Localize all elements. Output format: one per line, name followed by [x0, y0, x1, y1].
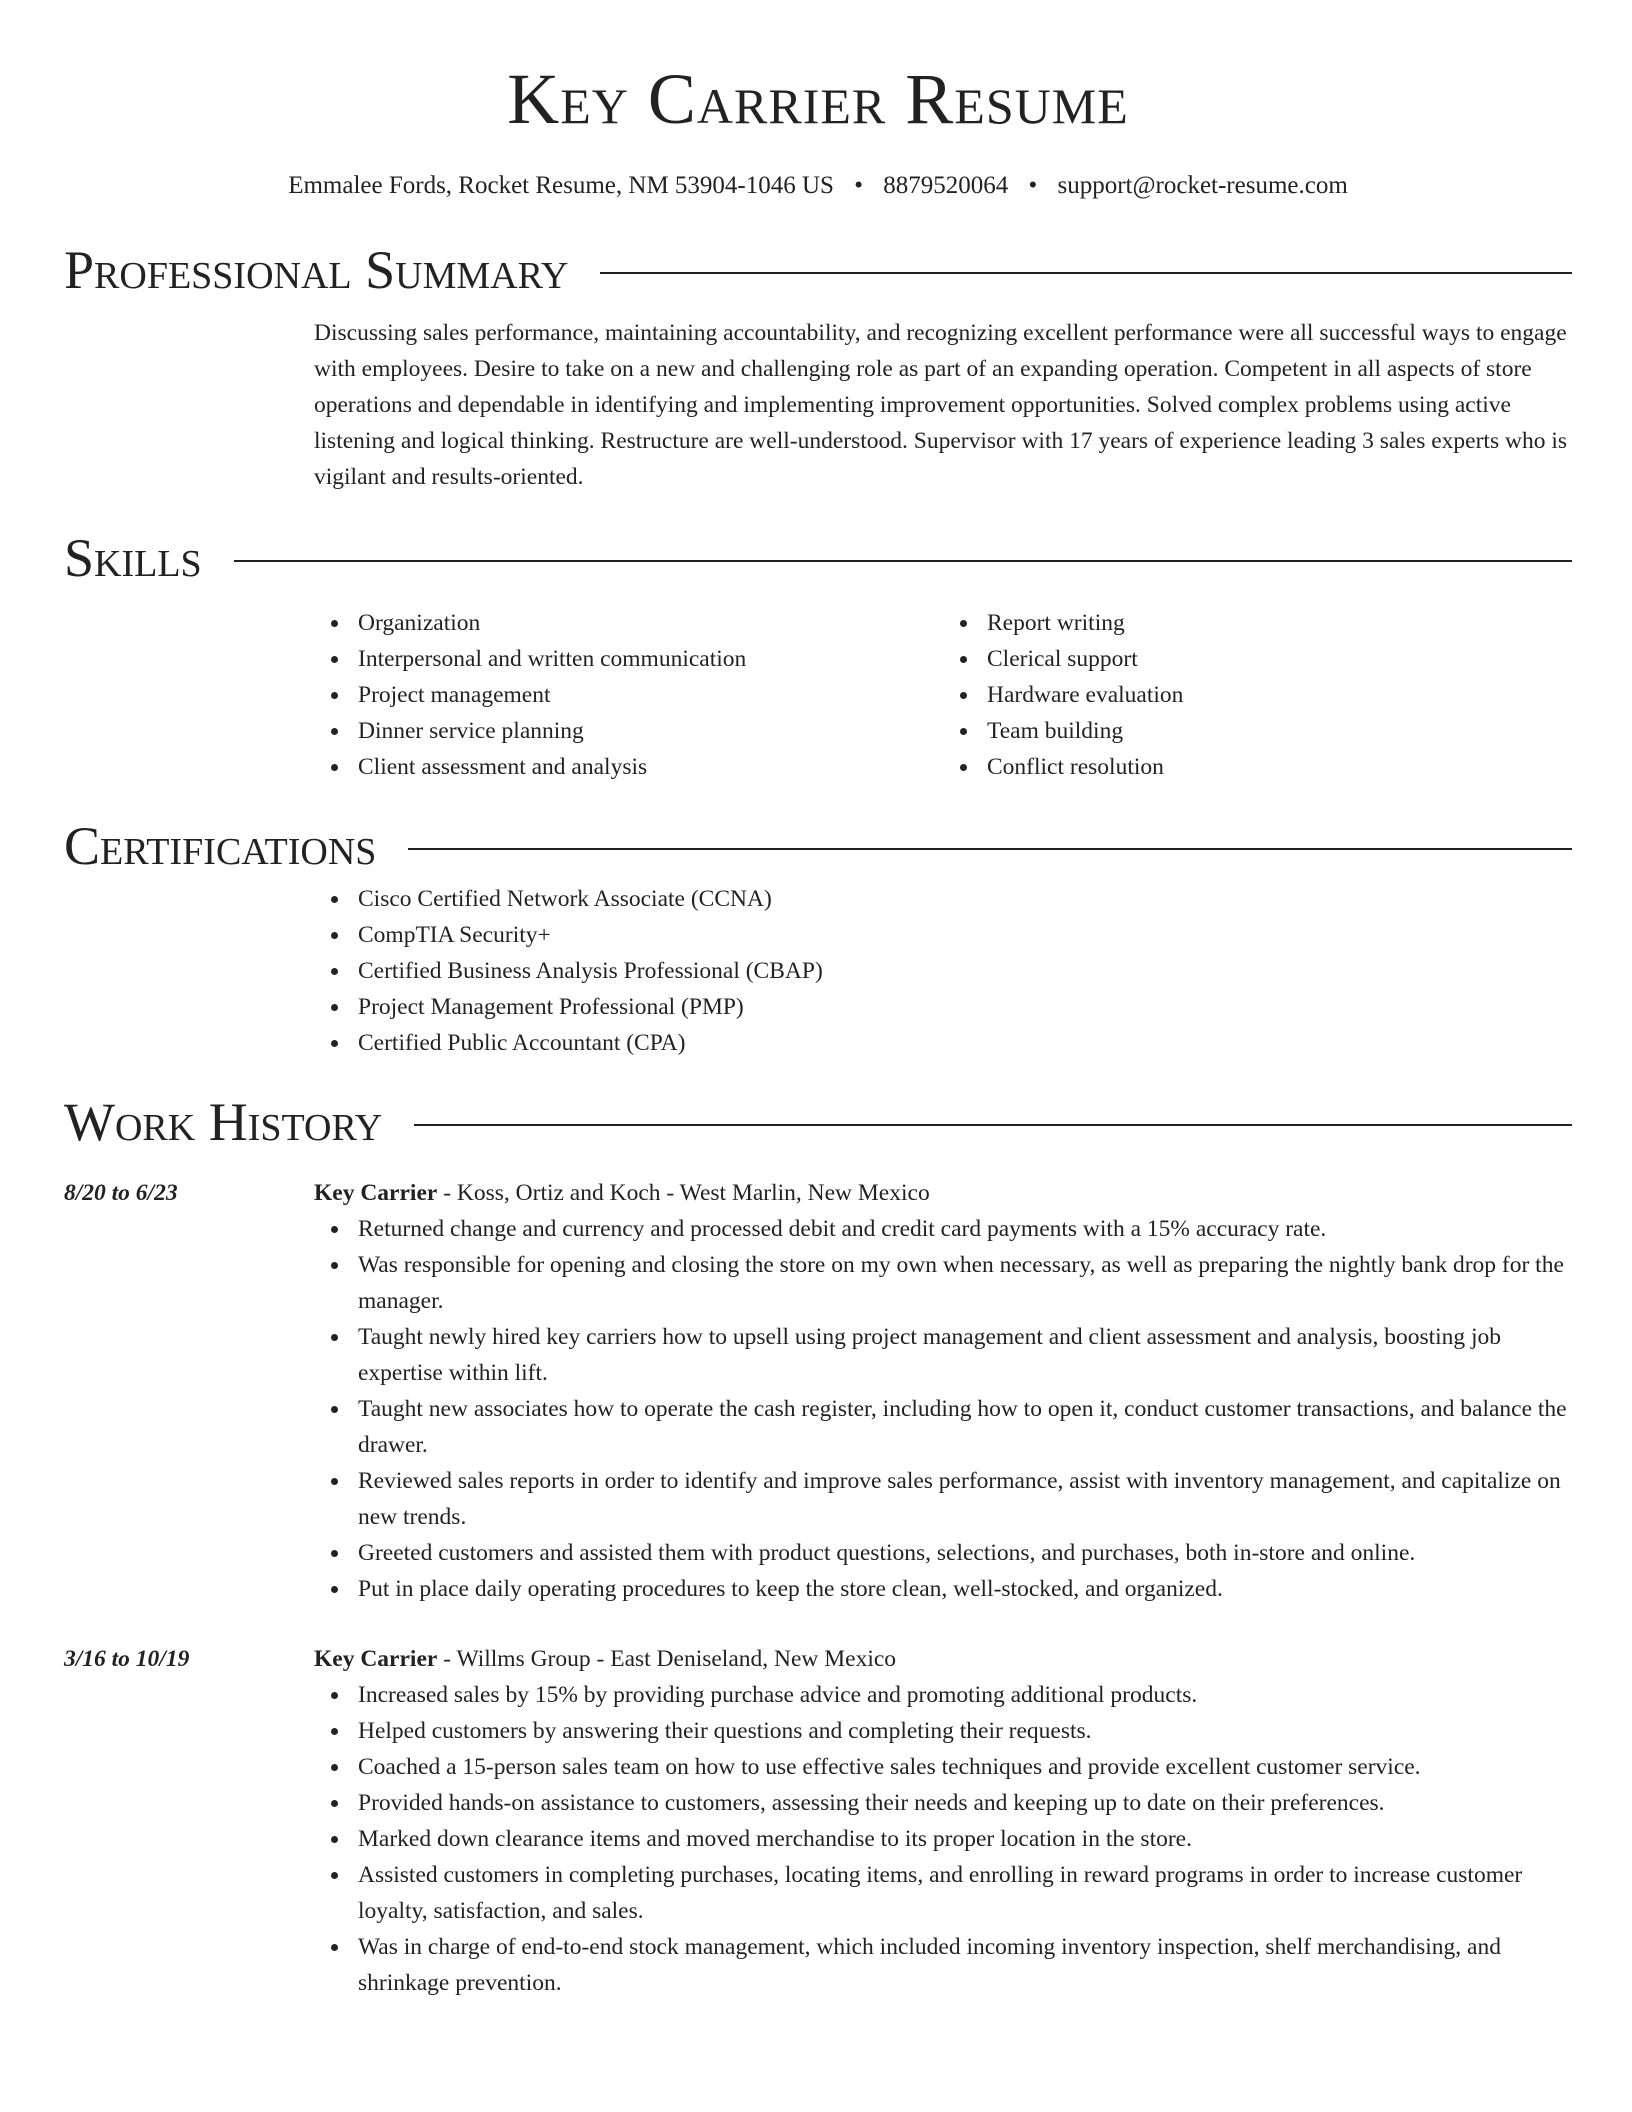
certification-item: Certified Business Analysis Professional (CBAP): [358, 953, 1572, 989]
summary-text: Discussing sales performance, maintaining accountability, and recognizing excellent performance were all successful ways to engage with employees. Desire to take on a new and challenging role as part of an expanding operation. Competent in all aspects of store operations and dependable in identifying and implementing improvement opportunities. Solved complex problems using active listening and logical thinking. Restructure are well-understood. Supervisor with 17 years of experience leading 3 sales experts who is vigilant and results-oriented.: [314, 320, 1568, 491]
certifications-list: [314, 881, 1572, 1061]
section-divider: [414, 1124, 1572, 1126]
job-bullet: Coached a 15-person sales team on how to use effective sales techniques and provide excellent customer service.: [358, 1749, 1572, 1785]
work-history-heading: Work History: [64, 1092, 383, 1153]
job-bullet: Put in place daily operating procedures to keep the store clean, well-stocked, and organized.: [358, 1571, 1572, 1607]
section-divider: [234, 560, 1572, 562]
skill-item: Report writing: [987, 605, 1572, 641]
job-employer-location: - Willms Group - East Deniseland, New Mexico: [437, 1646, 897, 1673]
section-header: [64, 235, 1572, 305]
skill-item: Project management: [358, 677, 943, 713]
section-header: [64, 1087, 1572, 1157]
job-details: [314, 1641, 1572, 2001]
job-bullet: Reviewed sales reports in order to identify and improve sales performance, assist with inventory management, and capitalize on new trends.: [358, 1463, 1572, 1535]
skills-body: [314, 605, 1572, 785]
job-title: Key Carrier: [314, 1646, 438, 1673]
job-title: Key Carrier: [314, 1180, 438, 1207]
job-dates: 3/16 to 10/19: [64, 1646, 190, 1673]
job-entry: [64, 1641, 1572, 2001]
skill-item: Clerical support: [987, 641, 1572, 677]
job-entry: [64, 1175, 1572, 1607]
contact-separator: •: [1028, 172, 1038, 200]
job-bullet: Provided hands-on assistance to customers, assessing their needs and keeping up to date on their preferences.: [358, 1785, 1572, 1821]
skill-item: Organization: [358, 605, 943, 641]
summary-section: [64, 235, 1572, 495]
job-bullet: Taught newly hired key carriers how to upsell using project management and client assessment and analysis, boosting job expertise within lift.: [358, 1319, 1572, 1391]
job-employer-location: - Koss, Ortiz and Koch - West Marlin, New Mexico: [437, 1180, 930, 1207]
job-bullet: Was in charge of end-to-end stock management, which included incoming inventory inspection, shelf merchandising, and shrinkage prevention.: [358, 1929, 1572, 2001]
job-dates: 8/20 to 6/23: [64, 1180, 178, 1207]
contact-email: support@rocket-resume.com: [1057, 172, 1348, 200]
summary-heading: Professional Summary: [64, 240, 569, 301]
skills-heading: Skills: [64, 528, 202, 589]
skills-section: [64, 523, 1572, 785]
job-bullet: Assisted customers in completing purchases, locating items, and enrolling in reward programs in order to increase customer loyalty, satisfaction, and sales.: [358, 1857, 1572, 1929]
skill-item: Hardware evaluation: [987, 677, 1572, 713]
job-bullet-list: [314, 1677, 1572, 2001]
section-header: [64, 523, 1572, 593]
job-details: [314, 1175, 1572, 1607]
summary-body: [314, 315, 1572, 495]
skill-item: Team building: [987, 713, 1572, 749]
contact-address: Emmalee Fords, Rocket Resume, NM 53904-1046 US: [288, 172, 834, 200]
certifications-section: [64, 811, 1572, 1061]
certification-item: Project Management Professional (PMP): [358, 989, 1572, 1025]
job-bullet: Increased sales by 15% by providing purchase advice and promoting additional products.: [358, 1677, 1572, 1713]
job-bullet: Greeted customers and assisted them with product questions, selections, and purchases, both in-store and online.: [358, 1535, 1572, 1571]
job-heading: [314, 1175, 1572, 1211]
skills-list-right: [943, 605, 1572, 785]
work-history-section: [64, 1087, 1572, 2001]
certification-item: Cisco Certified Network Associate (CCNA): [358, 881, 1572, 917]
resume-title: Key Carrier Resume: [507, 59, 1129, 139]
skill-item: Dinner service planning: [358, 713, 943, 749]
certifications-heading: Certifications: [64, 816, 377, 877]
job-bullet: Helped customers by answering their questions and completing their requests.: [358, 1713, 1572, 1749]
skill-item: Client assessment and analysis: [358, 749, 943, 785]
job-bullet: Taught new associates how to operate the cash register, including how to open it, conduct customer transactions, and balance the drawer.: [358, 1391, 1572, 1463]
skill-item: Conflict resolution: [987, 749, 1572, 785]
skills-grid: [314, 605, 1572, 785]
skill-item: Interpersonal and written communication: [358, 641, 943, 677]
job-heading: [314, 1641, 1572, 1677]
skills-list-left: [314, 605, 943, 785]
job-bullet: Was responsible for opening and closing the store on my own when necessary, as well as preparing the nightly bank drop for the manager.: [358, 1247, 1572, 1319]
certifications-body: [314, 881, 1572, 1061]
job-bullet: Returned change and currency and processed debit and credit card payments with a 15% accuracy rate.: [358, 1211, 1572, 1247]
certification-item: Certified Public Accountant (CPA): [358, 1025, 1572, 1061]
certification-item: CompTIA Security+: [358, 917, 1572, 953]
job-bullet-list: [314, 1211, 1572, 1607]
job-bullet: Marked down clearance items and moved merchandise to its proper location in the store.: [358, 1821, 1572, 1857]
contact-separator: •: [854, 172, 863, 200]
contact-phone: 8879520064: [883, 172, 1009, 200]
section-header: [64, 811, 1572, 881]
section-divider: [600, 272, 1572, 274]
contact-line: [64, 171, 1572, 201]
section-divider: [408, 848, 1572, 850]
